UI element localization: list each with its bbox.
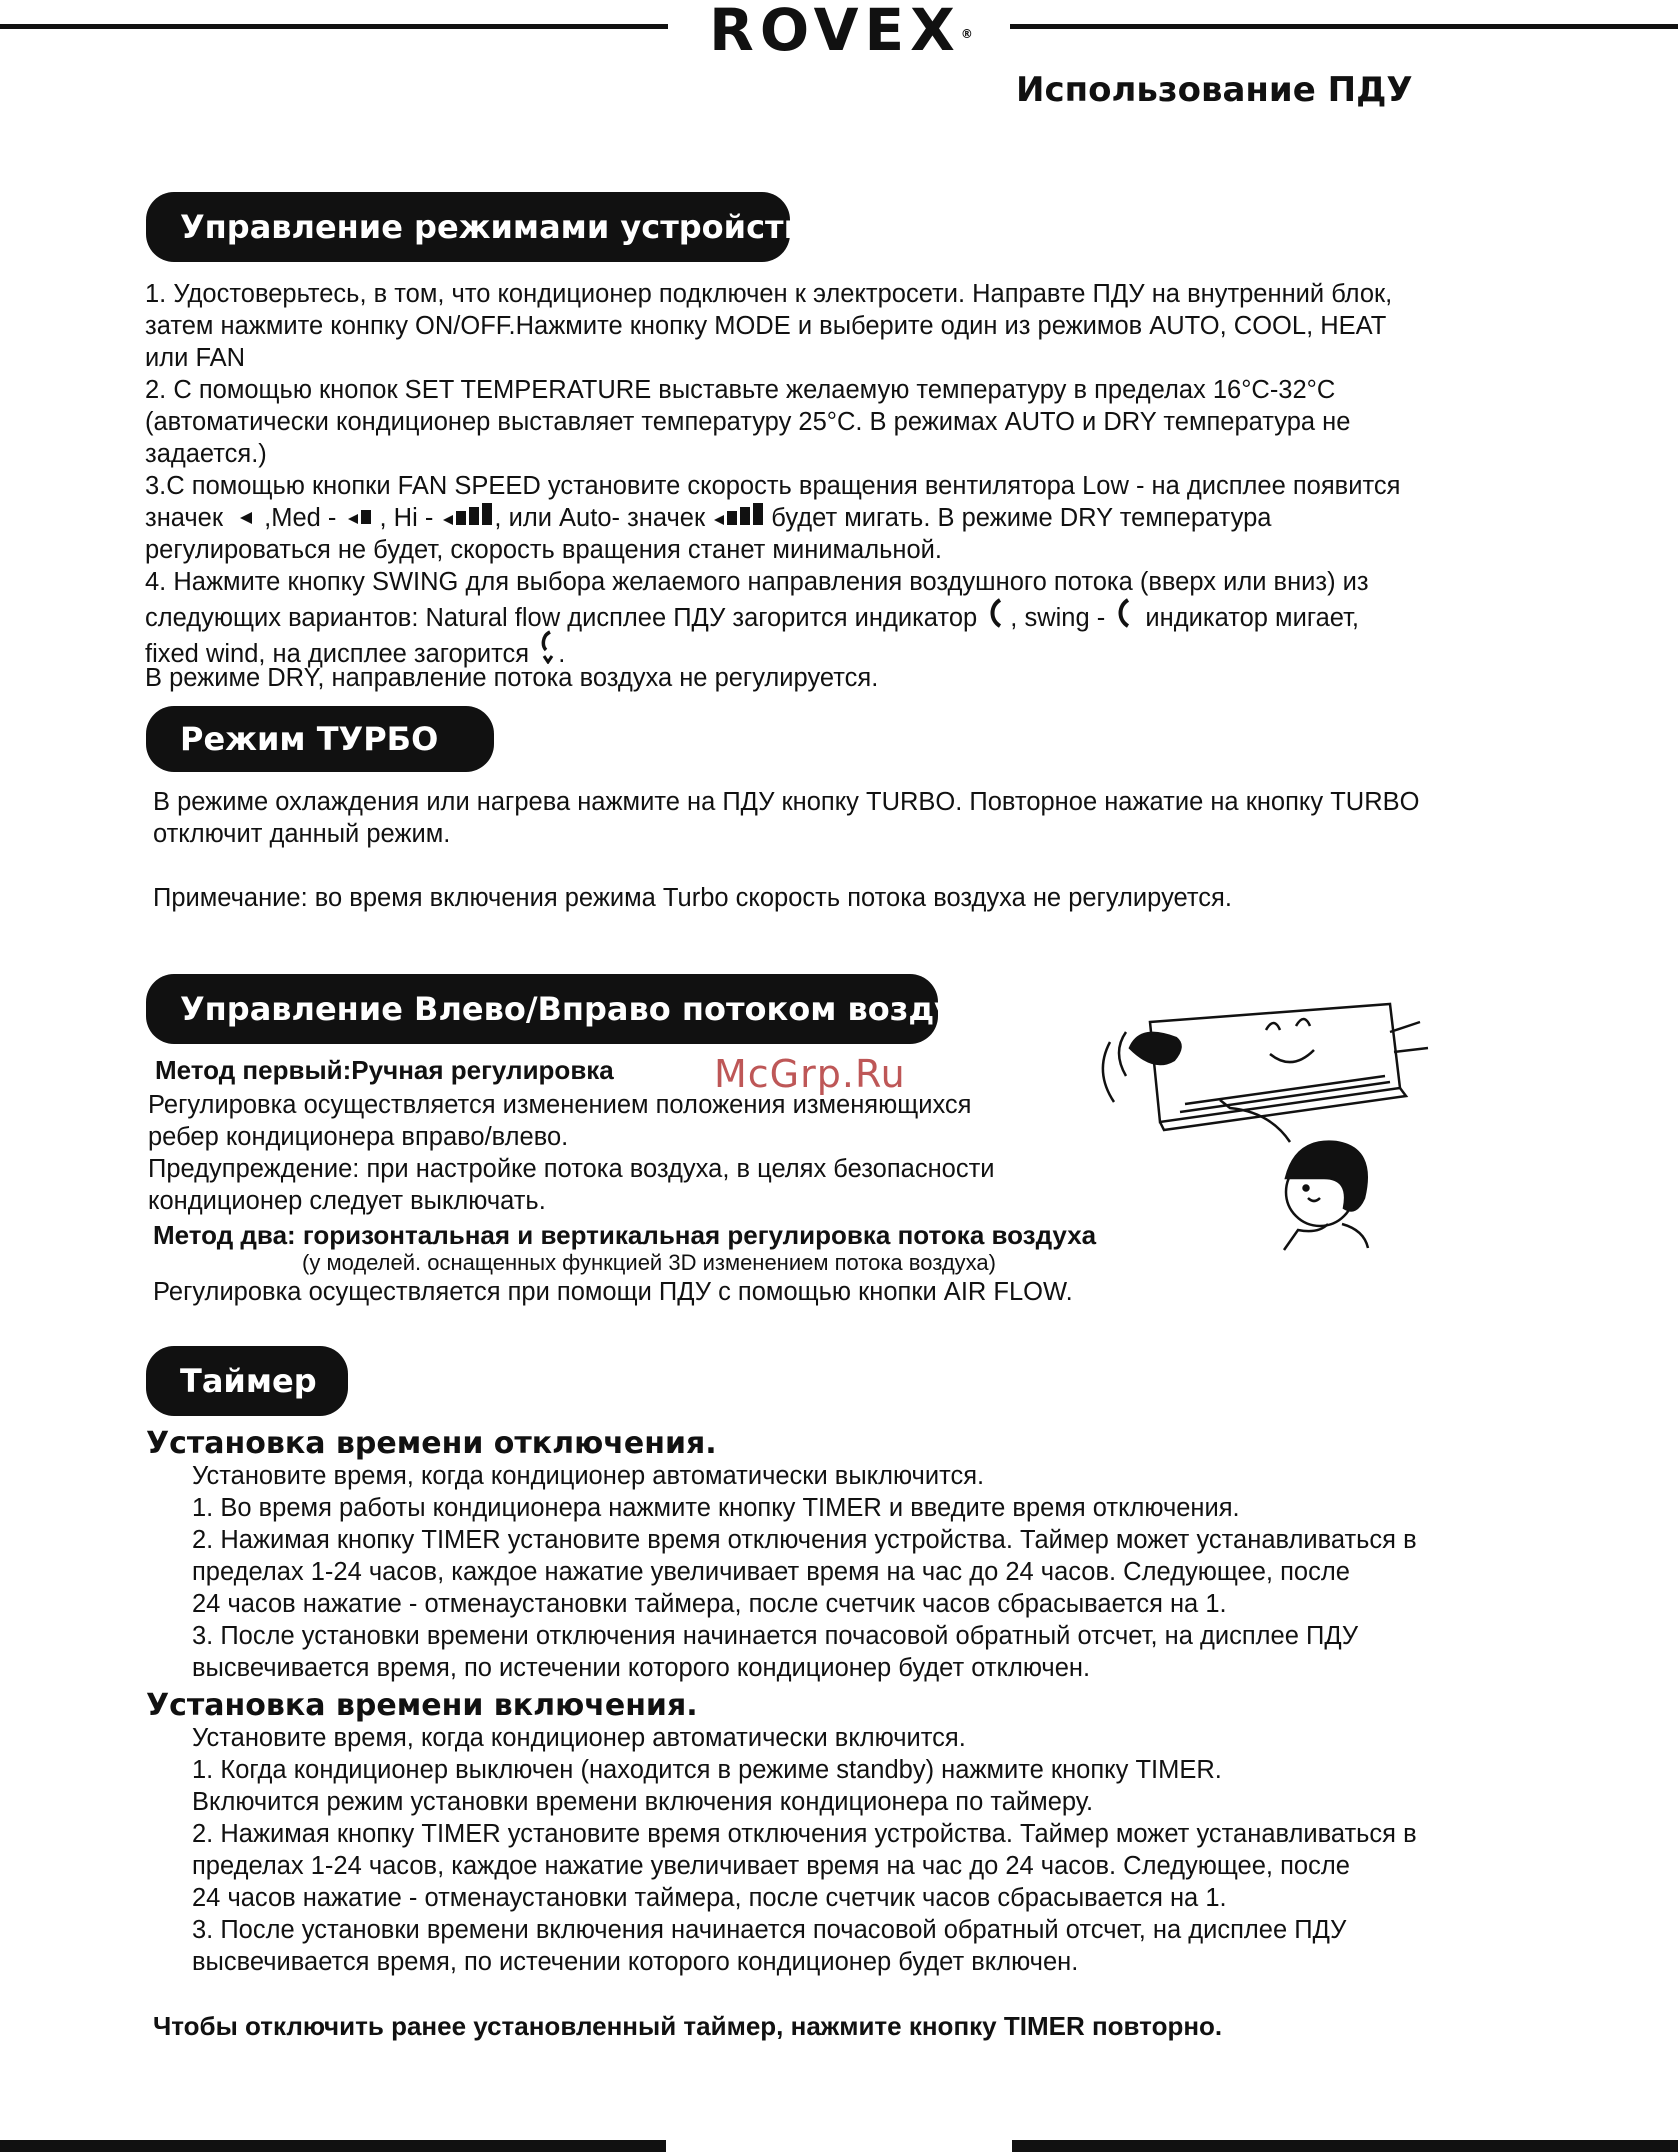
text-line: ребер кондиционера вправо/влево. bbox=[148, 1123, 569, 1151]
text-line: пределах 1-24 часов, каждое нажатие увеличивает время на час до 24 часов. Следующее, после bbox=[192, 1852, 1350, 1880]
section-heading-turbo-label: Режим ТУРБО bbox=[180, 720, 439, 758]
watermark: McGrp.Ru bbox=[714, 1052, 906, 1096]
text-line: 4. Нажмите кнопку SWING для выбора желаемого направления воздушного потока (вверх или вниз) из bbox=[145, 568, 1369, 596]
text-line: 3.С помощью кнопки FAN SPEED установите скорость вращения вентилятора Low - на дисплее появится bbox=[145, 472, 1401, 500]
text-line: высвечивается время, по истечении которого кондиционер будет отключен. bbox=[192, 1654, 1091, 1682]
section-heading-airflow bbox=[146, 974, 998, 1044]
text-line: 2. Нажимая кнопку TIMER установите время отключения устройства. Таймер может устанавливаться в bbox=[192, 1526, 1417, 1554]
text-line: пределах 1-24 часов, каждое нажатие увеличивает время на час до 24 часов. Следующее, после bbox=[192, 1558, 1350, 1586]
fan-low-icon bbox=[230, 508, 264, 528]
brand-logo bbox=[676, 0, 1006, 64]
fixed-wind-icon bbox=[536, 630, 558, 664]
text-line: 3. После установки времени отключения начинается почасовой обратный отсчет, на дисплее ПДУ bbox=[192, 1622, 1359, 1650]
method2-title: Метод два: горизонтальная и вертикальная регулировка потока воздуха bbox=[153, 1220, 1097, 1250]
section-heading-timer-label: Таймер bbox=[180, 1362, 317, 1400]
page-title: Использование ПДУ bbox=[1016, 70, 1413, 110]
fan-auto-icon bbox=[712, 502, 764, 528]
swing-icon bbox=[1112, 598, 1138, 628]
text-line: 3. После установки времени включения начинается почасовой обратный отсчет, на дисплее ПДУ bbox=[192, 1916, 1347, 1944]
header-rule-left bbox=[0, 24, 668, 29]
header-rule-right bbox=[1010, 24, 1678, 29]
text-line: высвечивается время, по истечении которого кондиционер будет включен. bbox=[192, 1948, 1079, 1976]
text-line: Включится режим установки времени включения кондиционера по таймеру. bbox=[192, 1788, 1094, 1816]
text-line: 2. С помощью кнопок SET TEMPERATURE выставьте желаемую температуру в пределах 16°C-32°C bbox=[145, 376, 1336, 404]
method1-title: Метод первый:Ручная регулировка bbox=[155, 1055, 614, 1085]
text-line: В режиме охлаждения или нагрева нажмите на ПДУ кнопку TURBO. Повторное нажатие на кнопку TURBO bbox=[153, 788, 1420, 816]
method2-line: Регулировка осуществляется при помощи ПДУ с помощью кнопки AIR FLOW. bbox=[153, 1278, 1073, 1306]
text-line: Регулировка осуществляется изменением положения изменяющихся bbox=[148, 1091, 972, 1119]
text-line: 1. Во время работы кондиционера нажмите кнопку TIMER и введите время отключения. bbox=[192, 1494, 1240, 1522]
section-heading-timer bbox=[146, 1346, 348, 1416]
text-line: Предупреждение: при настройке потока воздуха, в целях безопасности bbox=[148, 1155, 995, 1183]
fixed-wind-line: fixed wind, на дисплее загорится . bbox=[145, 630, 1400, 662]
brand-name: ROVEX bbox=[709, 0, 961, 64]
swing-line: следующих вариантов: Natural flow дисплее ПДУ загорится индикатор , swing - индикатор мигает, bbox=[145, 598, 1400, 630]
timer-on-text bbox=[192, 1722, 1417, 1978]
text-line: 2. Нажимая кнопку TIMER установите время отключения устройства. Таймер может устанавливаться в bbox=[192, 1820, 1417, 1848]
timer-off-text bbox=[192, 1460, 1417, 1684]
registered-mark: ® bbox=[960, 27, 973, 41]
text-line: задается.) bbox=[145, 440, 267, 468]
text-line: В режиме DRY, направление потока воздуха не регулируется. bbox=[145, 664, 879, 692]
section-heading-airflow-label: Управление Влево/Вправо потоком воздуха bbox=[180, 990, 998, 1028]
ac-unit-illustration bbox=[1090, 992, 1460, 1252]
text-line: регулироваться не будет, скорость вращения станет минимальной. bbox=[145, 536, 942, 564]
text-line: отключит данный режим. bbox=[153, 820, 451, 848]
section-heading-modes bbox=[146, 192, 826, 262]
text-line: Установите время, когда кондиционер автоматически выключится. bbox=[192, 1462, 985, 1490]
fan-hi-icon bbox=[440, 502, 494, 528]
text-line: или FAN bbox=[145, 344, 246, 372]
turbo-note: Примечание: во время включения режима Turbo скорость потока воздуха не регулируется. bbox=[153, 884, 1232, 912]
text-line: 24 часов нажатие - отменаустановки таймера, после счетчик часов сбрасывается на 1. bbox=[192, 1590, 1227, 1618]
text-line: 1. Удостоверьтесь, в том, что кондиционер подключен к электросети. Направте ПДУ на внутренний блок, bbox=[145, 280, 1393, 308]
modes-text bbox=[145, 278, 1400, 694]
turbo-text bbox=[153, 786, 1419, 850]
method2-note: (у моделей. оснащенных функцией 3D изменением потока воздуха) bbox=[302, 1250, 996, 1275]
timer-off-title: Установка времени отключения. bbox=[146, 1426, 717, 1461]
timer-final-note: Чтобы отключить ранее установленный таймер, нажмите кнопку TIMER повторно. bbox=[153, 2011, 1223, 2041]
text-line: 1. Когда кондиционер выключен (находится в режиме standby) нажмите кнопку TIMER. bbox=[192, 1756, 1222, 1784]
section-heading-modes-label: Управление режимами устройства bbox=[180, 208, 826, 246]
text-line: затем нажмите конпку ON/OFF.Нажмите кнопку MODE и выберите один из режимов AUTO, COOL, HEAT bbox=[145, 312, 1387, 340]
text-line: (автоматически кондиционер выставляет температуру 25°C. В режимах AUTO и DRY температура не bbox=[145, 408, 1351, 436]
footer-rule-right bbox=[1012, 2140, 1678, 2152]
method1-text bbox=[148, 1089, 995, 1217]
text-line: кондиционер следует выключать. bbox=[148, 1187, 546, 1215]
text-line: 24 часов нажатие - отменаустановки таймера, после счетчик часов сбрасывается на 1. bbox=[192, 1884, 1227, 1912]
timer-on-title: Установка времени включения. bbox=[146, 1688, 698, 1723]
text-line: Установите время, когда кондиционер автоматически включится. bbox=[192, 1724, 966, 1752]
section-heading-turbo bbox=[146, 706, 494, 772]
footer-rule-left bbox=[0, 2140, 666, 2152]
fan-med-icon bbox=[344, 506, 380, 528]
natural-flow-icon bbox=[984, 598, 1010, 628]
fan-speed-line: значек ,Med - , Hi - , или Auto- значек будет мигать. В режиме DRY температура bbox=[145, 504, 1272, 532]
